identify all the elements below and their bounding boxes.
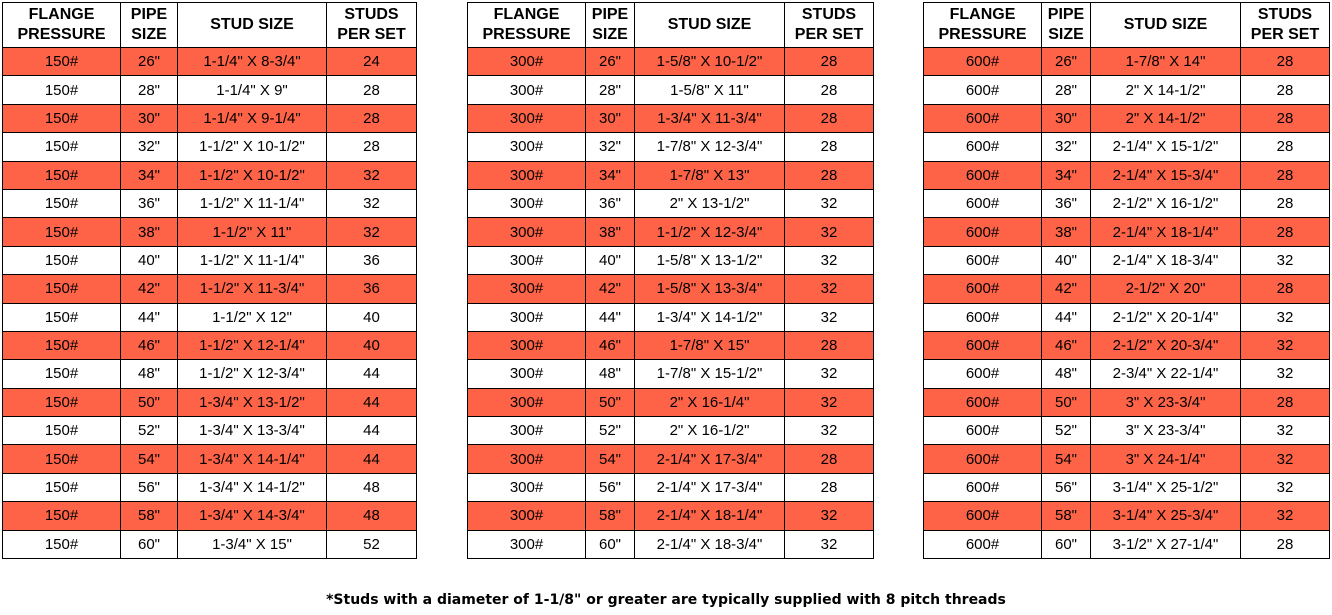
stud-size-cell: 1-1/2" X 10-1/2" xyxy=(178,161,327,189)
flange-pressure-cell: 150# xyxy=(3,218,121,246)
flange-pressure-cell: 600# xyxy=(924,218,1042,246)
table-row xyxy=(924,530,1330,558)
studs-per-set-cell: 28 xyxy=(1241,133,1330,161)
stud-table-300 xyxy=(467,2,874,559)
flange-pressure-cell: 300# xyxy=(468,275,586,303)
flange-pressure-cell: 600# xyxy=(924,76,1042,104)
flange-pressure-cell: 150# xyxy=(3,189,121,217)
studs-per-set-cell: 32 xyxy=(327,218,417,246)
studs-per-set-cell: 28 xyxy=(785,331,874,359)
studs-per-set-cell: 28 xyxy=(327,104,417,132)
table-row xyxy=(3,161,417,189)
pipe-size-cell: 38" xyxy=(1042,218,1091,246)
header-pipe-size: PIPE SIZE xyxy=(121,3,178,48)
studs-per-set-cell: 40 xyxy=(327,331,417,359)
studs-per-set-cell: 36 xyxy=(327,246,417,274)
pipe-size-cell: 56" xyxy=(121,473,178,501)
studs-per-set-cell: 28 xyxy=(1241,161,1330,189)
table-row xyxy=(924,445,1330,473)
stud-size-cell: 1-3/4" X 14-1/2" xyxy=(635,303,785,331)
flange-pressure-cell: 300# xyxy=(468,473,586,501)
pipe-size-cell: 40" xyxy=(121,246,178,274)
flange-pressure-cell: 150# xyxy=(3,530,121,558)
stud-size-cell: 1-3/4" X 13-3/4" xyxy=(178,417,327,445)
studs-per-set-cell: 48 xyxy=(327,473,417,501)
pipe-size-cell: 52" xyxy=(121,417,178,445)
pipe-size-cell: 26" xyxy=(1042,48,1091,76)
table-row xyxy=(468,445,874,473)
table-row xyxy=(924,360,1330,388)
flange-pressure-cell: 600# xyxy=(924,502,1042,530)
flange-pressure-cell: 300# xyxy=(468,388,586,416)
table-body xyxy=(3,48,417,559)
flange-pressure-cell: 150# xyxy=(3,48,121,76)
stud-size-cell: 2" X 13-1/2" xyxy=(635,189,785,217)
table-row xyxy=(3,417,417,445)
table-row xyxy=(3,76,417,104)
stud-size-cell: 2-1/4" X 18-1/4" xyxy=(1091,218,1241,246)
table-row xyxy=(3,218,417,246)
studs-per-set-cell: 32 xyxy=(785,417,874,445)
table-row xyxy=(3,502,417,530)
studs-per-set-cell: 32 xyxy=(785,530,874,558)
studs-per-set-cell: 44 xyxy=(327,388,417,416)
table-row xyxy=(3,331,417,359)
stud-size-cell: 1-1/2" X 11" xyxy=(178,218,327,246)
flange-pressure-cell: 300# xyxy=(468,445,586,473)
table-row xyxy=(468,275,874,303)
table-row xyxy=(468,48,874,76)
stud-size-cell: 3" X 24-1/4" xyxy=(1091,445,1241,473)
pipe-size-cell: 58" xyxy=(121,502,178,530)
table-row xyxy=(468,360,874,388)
table-row xyxy=(3,360,417,388)
stud-size-cell: 1-7/8" X 14" xyxy=(1091,48,1241,76)
studs-per-set-cell: 32 xyxy=(327,189,417,217)
table-row xyxy=(3,388,417,416)
flange-pressure-cell: 600# xyxy=(924,417,1042,445)
stud-size-cell: 1-5/8" X 11" xyxy=(635,76,785,104)
pipe-size-cell: 46" xyxy=(1042,331,1091,359)
studs-per-set-cell: 32 xyxy=(1241,360,1330,388)
stud-size-cell: 1-1/2" X 11-3/4" xyxy=(178,275,327,303)
header-stud-size: STUD SIZE xyxy=(635,3,785,48)
header-pipe-size: PIPE SIZE xyxy=(1042,3,1091,48)
table-row xyxy=(3,133,417,161)
stud-size-cell: 1-1/2" X 12-3/4" xyxy=(178,360,327,388)
pipe-size-cell: 52" xyxy=(1042,417,1091,445)
pipe-size-cell: 42" xyxy=(1042,275,1091,303)
studs-per-set-cell: 28 xyxy=(327,76,417,104)
stud-size-cell: 2" X 14-1/2" xyxy=(1091,76,1241,104)
stud-size-cell: 1-1/2" X 12-1/4" xyxy=(178,331,327,359)
table-row xyxy=(3,445,417,473)
studs-per-set-cell: 28 xyxy=(785,161,874,189)
stud-size-cell: 2-1/4" X 18-3/4" xyxy=(635,530,785,558)
stud-size-cell: 2-1/4" X 18-3/4" xyxy=(1091,246,1241,274)
table-row xyxy=(3,48,417,76)
pipe-size-cell: 30" xyxy=(1042,104,1091,132)
stud-size-cell: 2-1/2" X 20-3/4" xyxy=(1091,331,1241,359)
flange-pressure-cell: 150# xyxy=(3,133,121,161)
pipe-size-cell: 46" xyxy=(121,331,178,359)
pipe-size-cell: 26" xyxy=(586,48,635,76)
pipe-size-cell: 54" xyxy=(586,445,635,473)
stud-size-cell: 1-1/2" X 11-1/4" xyxy=(178,246,327,274)
studs-per-set-cell: 28 xyxy=(1241,218,1330,246)
flange-pressure-cell: 300# xyxy=(468,189,586,217)
flange-pressure-cell: 600# xyxy=(924,360,1042,388)
table-row xyxy=(3,473,417,501)
flange-pressure-cell: 600# xyxy=(924,331,1042,359)
studs-per-set-cell: 32 xyxy=(327,161,417,189)
pipe-size-cell: 48" xyxy=(121,360,178,388)
table-row xyxy=(468,161,874,189)
studs-per-set-cell: 44 xyxy=(327,445,417,473)
table-row xyxy=(924,417,1330,445)
stud-size-cell: 1-3/4" X 15" xyxy=(178,530,327,558)
stud-size-cell: 2-1/4" X 15-3/4" xyxy=(1091,161,1241,189)
studs-per-set-cell: 32 xyxy=(1241,417,1330,445)
pipe-size-cell: 36" xyxy=(1042,189,1091,217)
table-row xyxy=(468,331,874,359)
pipe-size-cell: 56" xyxy=(586,473,635,501)
pipe-size-cell: 28" xyxy=(1042,76,1091,104)
pipe-size-cell: 50" xyxy=(1042,388,1091,416)
studs-per-set-cell: 28 xyxy=(1241,388,1330,416)
pipe-size-cell: 38" xyxy=(121,218,178,246)
table-row xyxy=(468,417,874,445)
studs-per-set-cell: 28 xyxy=(327,133,417,161)
pipe-size-cell: 32" xyxy=(586,133,635,161)
studs-per-set-cell: 28 xyxy=(785,445,874,473)
flange-pressure-cell: 600# xyxy=(924,133,1042,161)
flange-pressure-cell: 600# xyxy=(924,189,1042,217)
table-row xyxy=(924,303,1330,331)
pipe-size-cell: 50" xyxy=(586,388,635,416)
studs-per-set-cell: 24 xyxy=(327,48,417,76)
table-row xyxy=(468,502,874,530)
table-row xyxy=(468,473,874,501)
studs-per-set-cell: 36 xyxy=(327,275,417,303)
header-flange-pressure: FLANGE PRESSURE xyxy=(924,3,1042,48)
pipe-size-cell: 44" xyxy=(121,303,178,331)
stud-size-cell: 1-3/4" X 14-1/4" xyxy=(178,445,327,473)
studs-per-set-cell: 32 xyxy=(1241,473,1330,501)
pipe-size-cell: 44" xyxy=(1042,303,1091,331)
studs-per-set-cell: 28 xyxy=(785,473,874,501)
flange-pressure-cell: 150# xyxy=(3,502,121,530)
table-header-row xyxy=(468,3,874,48)
flange-pressure-cell: 300# xyxy=(468,246,586,274)
pipe-size-cell: 46" xyxy=(586,331,635,359)
stud-size-cell: 1-3/4" X 11-3/4" xyxy=(635,104,785,132)
stud-size-cell: 2-1/4" X 15-1/2" xyxy=(1091,133,1241,161)
studs-per-set-cell: 32 xyxy=(785,189,874,217)
pipe-size-cell: 36" xyxy=(586,189,635,217)
table-body xyxy=(924,48,1330,559)
flange-pressure-cell: 600# xyxy=(924,303,1042,331)
studs-per-set-cell: 32 xyxy=(785,502,874,530)
table-row xyxy=(924,161,1330,189)
pipe-size-cell: 60" xyxy=(121,530,178,558)
pipe-size-cell: 30" xyxy=(586,104,635,132)
flange-pressure-cell: 150# xyxy=(3,417,121,445)
studs-per-set-cell: 28 xyxy=(785,133,874,161)
stud-size-cell: 1-7/8" X 12-3/4" xyxy=(635,133,785,161)
table-row xyxy=(3,303,417,331)
flange-pressure-cell: 150# xyxy=(3,275,121,303)
flange-pressure-cell: 300# xyxy=(468,161,586,189)
flange-pressure-cell: 300# xyxy=(468,133,586,161)
pipe-size-cell: 26" xyxy=(121,48,178,76)
stud-size-cell: 1-1/2" X 12" xyxy=(178,303,327,331)
studs-per-set-cell: 32 xyxy=(785,303,874,331)
stud-size-cell: 3" X 23-3/4" xyxy=(1091,388,1241,416)
stud-size-cell: 3-1/4" X 25-3/4" xyxy=(1091,502,1241,530)
studs-per-set-cell: 28 xyxy=(1241,189,1330,217)
pipe-size-cell: 60" xyxy=(1042,530,1091,558)
table-row xyxy=(924,133,1330,161)
stud-size-cell: 1-7/8" X 15" xyxy=(635,331,785,359)
stud-size-cell: 1-1/4" X 8-3/4" xyxy=(178,48,327,76)
pipe-size-cell: 42" xyxy=(121,275,178,303)
table-row xyxy=(3,189,417,217)
pipe-size-cell: 56" xyxy=(1042,473,1091,501)
flange-pressure-cell: 150# xyxy=(3,76,121,104)
studs-per-set-cell: 32 xyxy=(785,246,874,274)
table-row xyxy=(924,76,1330,104)
table-row xyxy=(468,189,874,217)
studs-per-set-cell: 32 xyxy=(785,275,874,303)
flange-pressure-cell: 300# xyxy=(468,303,586,331)
header-pipe-size: PIPE SIZE xyxy=(586,3,635,48)
pipe-size-cell: 28" xyxy=(121,76,178,104)
table-row xyxy=(924,189,1330,217)
flange-pressure-cell: 600# xyxy=(924,445,1042,473)
flange-pressure-cell: 150# xyxy=(3,303,121,331)
table-row xyxy=(924,473,1330,501)
table-row xyxy=(3,104,417,132)
pipe-size-cell: 34" xyxy=(1042,161,1091,189)
flange-pressure-cell: 600# xyxy=(924,275,1042,303)
studs-per-set-cell: 48 xyxy=(327,502,417,530)
studs-per-set-cell: 32 xyxy=(785,388,874,416)
studs-per-set-cell: 44 xyxy=(327,417,417,445)
table-row xyxy=(924,218,1330,246)
pipe-size-cell: 40" xyxy=(1042,246,1091,274)
pipe-size-cell: 34" xyxy=(586,161,635,189)
pipe-size-cell: 34" xyxy=(121,161,178,189)
flange-pressure-cell: 600# xyxy=(924,161,1042,189)
table-row xyxy=(468,303,874,331)
pipe-size-cell: 32" xyxy=(1042,133,1091,161)
header-stud-size: STUD SIZE xyxy=(1091,3,1241,48)
pipe-size-cell: 32" xyxy=(121,133,178,161)
pipe-size-cell: 36" xyxy=(121,189,178,217)
stud-size-cell: 1-7/8" X 15-1/2" xyxy=(635,360,785,388)
stud-size-cell: 1-1/2" X 10-1/2" xyxy=(178,133,327,161)
flange-pressure-cell: 600# xyxy=(924,473,1042,501)
flange-pressure-cell: 300# xyxy=(468,331,586,359)
stud-size-cell: 1-3/4" X 13-1/2" xyxy=(178,388,327,416)
pipe-size-cell: 40" xyxy=(586,246,635,274)
studs-per-set-cell: 28 xyxy=(785,76,874,104)
pipe-size-cell: 54" xyxy=(1042,445,1091,473)
pipe-size-cell: 30" xyxy=(121,104,178,132)
flange-pressure-cell: 300# xyxy=(468,417,586,445)
table-header-row xyxy=(3,3,417,48)
studs-per-set-cell: 28 xyxy=(1241,104,1330,132)
studs-per-set-cell: 52 xyxy=(327,530,417,558)
table-row xyxy=(468,246,874,274)
stud-size-cell: 2" X 14-1/2" xyxy=(1091,104,1241,132)
table-row xyxy=(468,104,874,132)
stud-size-cell: 2-1/2" X 20-1/4" xyxy=(1091,303,1241,331)
pipe-size-cell: 58" xyxy=(586,502,635,530)
table-row xyxy=(468,530,874,558)
header-studs-per-set: STUDS PER SET xyxy=(1241,3,1330,48)
flange-pressure-cell: 150# xyxy=(3,445,121,473)
stud-size-cell: 1-1/2" X 12-3/4" xyxy=(635,218,785,246)
flange-pressure-cell: 300# xyxy=(468,104,586,132)
studs-per-set-cell: 28 xyxy=(785,104,874,132)
studs-per-set-cell: 32 xyxy=(1241,331,1330,359)
studs-per-set-cell: 32 xyxy=(1241,445,1330,473)
flange-pressure-cell: 300# xyxy=(468,76,586,104)
stud-size-cell: 3-1/2" X 27-1/4" xyxy=(1091,530,1241,558)
stud-size-cell: 1-5/8" X 10-1/2" xyxy=(635,48,785,76)
stud-size-cell: 1-1/4" X 9" xyxy=(178,76,327,104)
studs-per-set-cell: 28 xyxy=(1241,48,1330,76)
stud-table-150 xyxy=(2,2,417,559)
header-studs-per-set: STUDS PER SET xyxy=(785,3,874,48)
table-row xyxy=(3,530,417,558)
header-flange-pressure: FLANGE PRESSURE xyxy=(3,3,121,48)
flange-pressure-cell: 600# xyxy=(924,530,1042,558)
flange-pressure-cell: 600# xyxy=(924,48,1042,76)
table-row xyxy=(924,502,1330,530)
studs-per-set-cell: 28 xyxy=(1241,275,1330,303)
table-row xyxy=(468,388,874,416)
table-row xyxy=(3,246,417,274)
flange-pressure-cell: 300# xyxy=(468,360,586,388)
flange-pressure-cell: 600# xyxy=(924,388,1042,416)
stud-size-cell: 1-1/4" X 9-1/4" xyxy=(178,104,327,132)
pipe-size-cell: 54" xyxy=(121,445,178,473)
stud-size-cell: 2-1/2" X 16-1/2" xyxy=(1091,189,1241,217)
table-row xyxy=(468,218,874,246)
stud-size-cell: 2-1/4" X 17-3/4" xyxy=(635,445,785,473)
pipe-size-cell: 60" xyxy=(586,530,635,558)
flange-pressure-cell: 300# xyxy=(468,48,586,76)
stud-size-cell: 2" X 16-1/2" xyxy=(635,417,785,445)
table-row xyxy=(924,331,1330,359)
stud-size-cell: 2-1/4" X 18-1/4" xyxy=(635,502,785,530)
flange-pressure-cell: 600# xyxy=(924,104,1042,132)
flange-pressure-cell: 300# xyxy=(468,530,586,558)
stud-size-cell: 2-1/4" X 17-3/4" xyxy=(635,473,785,501)
stud-size-cell: 2-1/2" X 20" xyxy=(1091,275,1241,303)
stud-size-cell: 2-3/4" X 22-1/4" xyxy=(1091,360,1241,388)
stud-size-cell: 1-3/4" X 14-1/2" xyxy=(178,473,327,501)
stud-size-cell: 3" X 23-3/4" xyxy=(1091,417,1241,445)
pipe-size-cell: 44" xyxy=(586,303,635,331)
table-row xyxy=(924,388,1330,416)
flange-pressure-cell: 300# xyxy=(468,502,586,530)
studs-per-set-cell: 32 xyxy=(785,360,874,388)
table-body xyxy=(468,48,874,559)
pipe-size-cell: 52" xyxy=(586,417,635,445)
table-header-row xyxy=(924,3,1330,48)
table-row xyxy=(3,275,417,303)
studs-per-set-cell: 28 xyxy=(1241,76,1330,104)
flange-pressure-cell: 150# xyxy=(3,473,121,501)
pipe-size-cell: 48" xyxy=(586,360,635,388)
studs-per-set-cell: 32 xyxy=(1241,303,1330,331)
table-row xyxy=(924,275,1330,303)
flange-pressure-cell: 300# xyxy=(468,218,586,246)
footnote: *Studs with a diameter of 1-1/8" or greater are typically supplied with 8 pitch threads xyxy=(326,592,1006,608)
stud-size-cell: 1-7/8" X 13" xyxy=(635,161,785,189)
flange-pressure-cell: 150# xyxy=(3,360,121,388)
studs-per-set-cell: 44 xyxy=(327,360,417,388)
flange-pressure-cell: 600# xyxy=(924,246,1042,274)
header-flange-pressure: FLANGE PRESSURE xyxy=(468,3,586,48)
stud-size-cell: 1-1/2" X 11-1/4" xyxy=(178,189,327,217)
studs-per-set-cell: 32 xyxy=(1241,502,1330,530)
studs-per-set-cell: 32 xyxy=(785,218,874,246)
stud-size-cell: 3-1/4" X 25-1/2" xyxy=(1091,473,1241,501)
studs-per-set-cell: 28 xyxy=(1241,530,1330,558)
stud-table-600 xyxy=(923,2,1330,559)
pipe-size-cell: 38" xyxy=(586,218,635,246)
pipe-size-cell: 28" xyxy=(586,76,635,104)
table-row xyxy=(924,104,1330,132)
header-stud-size: STUD SIZE xyxy=(178,3,327,48)
flange-pressure-cell: 150# xyxy=(3,246,121,274)
table-row xyxy=(924,48,1330,76)
pipe-size-cell: 48" xyxy=(1042,360,1091,388)
table-row xyxy=(468,76,874,104)
flange-pressure-cell: 150# xyxy=(3,331,121,359)
pipe-size-cell: 58" xyxy=(1042,502,1091,530)
stud-size-cell: 2" X 16-1/4" xyxy=(635,388,785,416)
stud-size-cell: 1-3/4" X 14-3/4" xyxy=(178,502,327,530)
studs-per-set-cell: 40 xyxy=(327,303,417,331)
header-studs-per-set: STUDS PER SET xyxy=(327,3,417,48)
table-row xyxy=(924,246,1330,274)
pipe-size-cell: 42" xyxy=(586,275,635,303)
studs-per-set-cell: 28 xyxy=(785,48,874,76)
stud-size-cell: 1-5/8" X 13-1/2" xyxy=(635,246,785,274)
flange-pressure-cell: 150# xyxy=(3,104,121,132)
table-row xyxy=(468,133,874,161)
flange-pressure-cell: 150# xyxy=(3,161,121,189)
stud-size-cell: 1-5/8" X 13-3/4" xyxy=(635,275,785,303)
pipe-size-cell: 50" xyxy=(121,388,178,416)
studs-per-set-cell: 32 xyxy=(1241,246,1330,274)
flange-pressure-cell: 150# xyxy=(3,388,121,416)
